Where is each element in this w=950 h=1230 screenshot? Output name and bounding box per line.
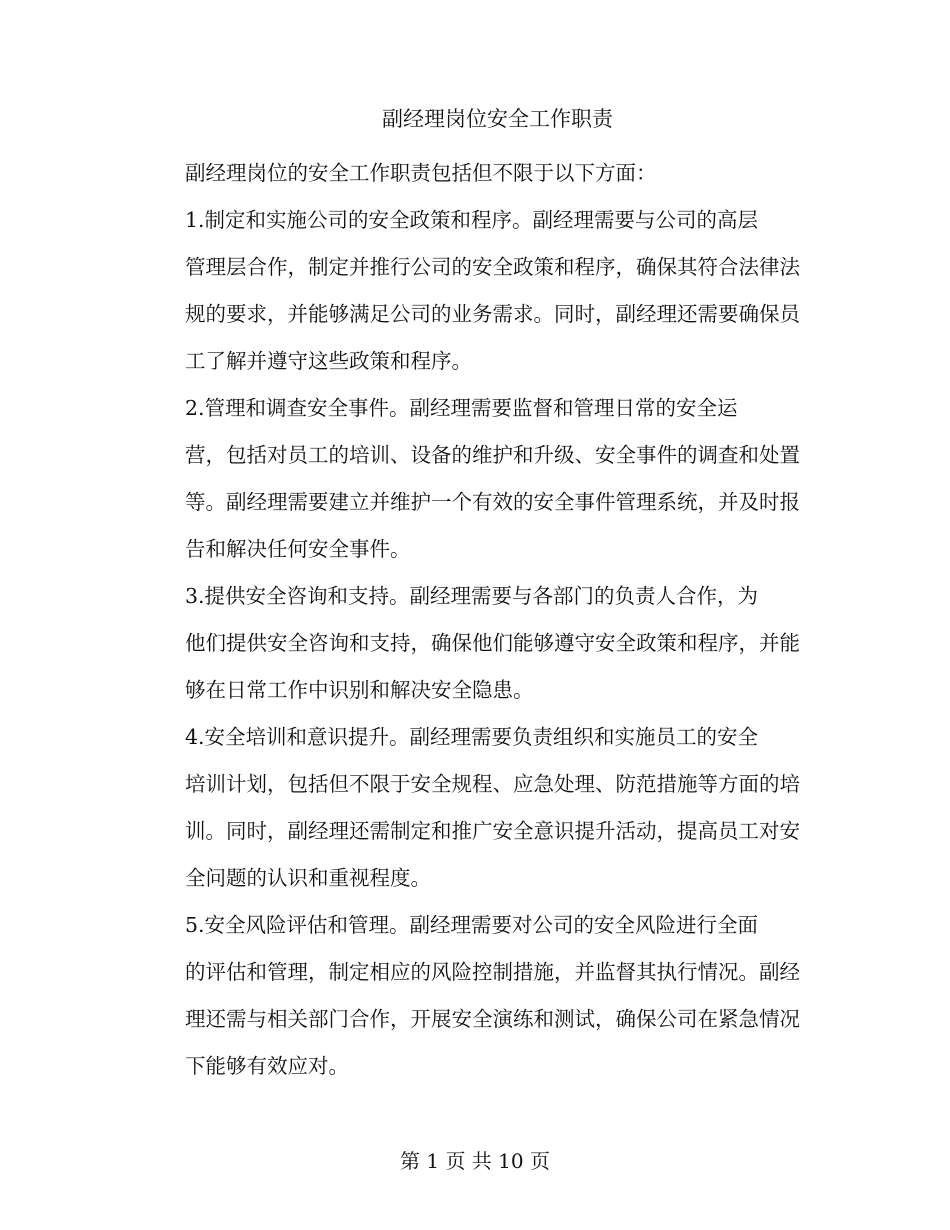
paragraph-line: 够在日常工作中识别和解决安全隐患。 bbox=[185, 678, 534, 702]
paragraph-line: 营，包括对员工的培训、设备的维护和升级、安全事件的调查和处置 bbox=[185, 443, 800, 467]
paragraph-line: 4.安全培训和意识提升。副经理需要负责组织和实施员工的安全 bbox=[185, 725, 759, 749]
paragraph-item-2 bbox=[140, 385, 798, 573]
paragraph-line: 5.安全风险评估和管理。副经理需要对公司的安全风险进行全面 bbox=[185, 913, 759, 937]
paragraph-line: 等。副经理需要建立并维护一个有效的安全事件管理系统，并及时报 bbox=[185, 490, 800, 514]
paragraph-line: 管理层合作，制定并推行公司的安全政策和程序，确保其符合法律法 bbox=[185, 255, 800, 279]
paragraph-line: 理还需与相关部门合作，开展安全演练和测试，确保公司在紧急情况 bbox=[185, 1007, 800, 1031]
paragraph-item-5 bbox=[140, 902, 798, 1090]
paragraph-line: 规的要求，并能够满足公司的业务需求。同时，副经理还需要确保员 bbox=[185, 302, 800, 326]
paragraph-line: 培训计划，包括但不限于安全规程、应急处理、防范措施等方面的培 bbox=[185, 772, 800, 796]
paragraph-line: 他们提供安全咨询和支持，确保他们能够遵守安全政策和程序，并能 bbox=[185, 631, 800, 655]
paragraph-line: 的评估和管理，制定相应的风险控制措施，并监督其执行情况。副经 bbox=[185, 960, 800, 984]
paragraph-item-3 bbox=[140, 573, 798, 714]
paragraph-line: 3.提供安全咨询和支持。副经理需要与各部门的负责人合作，为 bbox=[185, 584, 759, 608]
paragraph-line: 训。同时，副经理还需制定和推广安全意识提升活动，提高员工对安 bbox=[185, 819, 800, 843]
paragraph-intro bbox=[140, 150, 798, 197]
paragraph-line: 下能够有效应对。 bbox=[185, 1054, 349, 1078]
paragraph-line: 全问题的认识和重视程度。 bbox=[185, 866, 431, 890]
page-number-footer: 第 1 页 共 10 页 bbox=[400, 1149, 550, 1173]
document-title: 副经理岗位安全工作职责 bbox=[382, 107, 613, 131]
paragraph-line: 工了解并遵守这些政策和程序。 bbox=[185, 349, 472, 373]
paragraph-line: 1.制定和实施公司的安全政策和程序。副经理需要与公司的高层 bbox=[185, 208, 759, 232]
paragraph-line: 2.管理和调查安全事件。副经理需要监督和管理日常的安全运 bbox=[185, 396, 738, 420]
paragraph-line: 副经理岗位的安全工作职责包括但不限于以下方面： bbox=[185, 161, 657, 185]
paragraph-line: 告和解决任何安全事件。 bbox=[185, 537, 411, 561]
document-body bbox=[140, 150, 798, 1090]
paragraph-item-4 bbox=[140, 714, 798, 902]
paragraph-item-1 bbox=[140, 197, 798, 385]
